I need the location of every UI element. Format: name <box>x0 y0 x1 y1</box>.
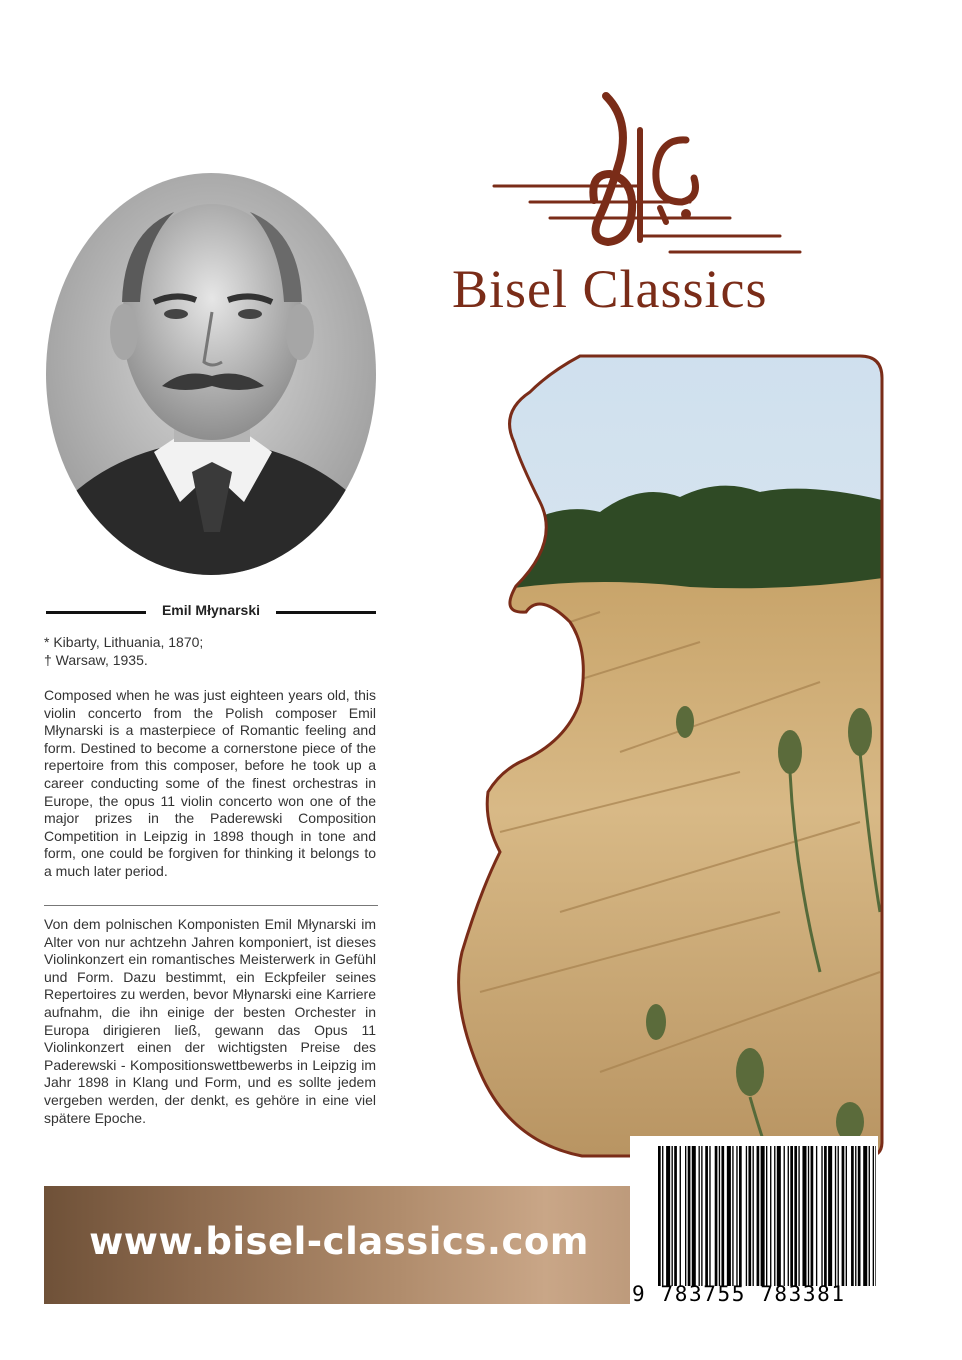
barcode-bar <box>858 1146 861 1286</box>
violin-shaped-photo <box>440 352 890 1160</box>
composer-heading <box>44 601 378 623</box>
barcode-bars <box>658 1146 876 1286</box>
barcode-bar <box>790 1146 793 1286</box>
barcode-bar <box>709 1146 710 1286</box>
barcode-bar <box>794 1146 797 1286</box>
barcode-bar <box>662 1146 663 1286</box>
barcode-bar <box>766 1146 767 1286</box>
composer-life-dates <box>44 633 378 669</box>
barcode-bar <box>719 1146 720 1286</box>
brand-name: Bisel Classics <box>452 259 768 319</box>
barcode-bar <box>701 1146 702 1286</box>
barcode-bar <box>748 1146 751 1286</box>
barcode-bar <box>680 1146 681 1286</box>
barcode-bar <box>770 1146 771 1286</box>
barcode-bar <box>875 1146 876 1286</box>
barcode-bar <box>846 1146 847 1286</box>
barcode-bar <box>672 1146 673 1286</box>
barcode-bar <box>688 1146 691 1286</box>
composer-portrait <box>44 172 378 576</box>
barcode-bar <box>863 1146 867 1286</box>
composer-name: Emil Młynarski <box>161 602 261 618</box>
barcode-bar <box>658 1146 661 1286</box>
barcode-bar <box>842 1146 845 1286</box>
barcode-bar <box>784 1146 785 1286</box>
german-description: Von dem polnischen Komponisten Emil Młynarski im Alter von nur achtzehn Jahren komponiert, ist dieses Violinkonzert ein romantisches Meisterwerk in Gefühl und Form. Dazu bestimmt, ein Eckpfeiler seines Repertoires zu werden, bevor Młynarski eine Karriere aufnahm, die ihn einige der besten Orchester in Europa dirigieren ließ, gewann das Opus 11 Violinkonzert einen der wichtigsten Preise des Paderewski - Kompositionswettbewerbs in Leipzig im Jahr 1898 in Klang und Form, und es sollte jedem vergeben werden, der denkt, es gehöre in eine viel spätere Epoche. <box>44 916 376 1126</box>
barcode-bar <box>774 1146 775 1286</box>
birth-info: * Kibarty, Lithuania, 1870; <box>44 634 204 650</box>
website-banner <box>44 1186 634 1304</box>
barcode-bar <box>811 1146 814 1286</box>
barcode-bar <box>761 1146 765 1286</box>
barcode-bar <box>753 1146 754 1286</box>
barcode-bar <box>736 1146 737 1286</box>
barcode-bar <box>674 1146 677 1286</box>
barcode-bar <box>715 1146 718 1286</box>
isbn-barcode <box>630 1136 878 1308</box>
barcode-bar <box>869 1146 870 1286</box>
barcode-bar <box>855 1146 856 1286</box>
barcode-bar <box>739 1146 742 1286</box>
barcode-bar <box>873 1146 874 1286</box>
barcode-digits: 9 783755 783381 <box>632 1282 846 1306</box>
barcode-bar <box>777 1146 781 1286</box>
barcode-bar <box>816 1146 817 1286</box>
barcode-bar <box>732 1146 733 1286</box>
barcode-bar <box>666 1146 670 1286</box>
barcode-bar <box>808 1146 809 1286</box>
heading-rule-right <box>276 611 376 614</box>
death-info: † Warsaw, 1935. <box>44 652 148 668</box>
barcode-bar <box>746 1146 747 1286</box>
barcode-bar <box>699 1146 700 1286</box>
barcode-bar <box>835 1146 836 1286</box>
barcode-bar <box>721 1146 724 1286</box>
barcode-bar <box>798 1146 799 1286</box>
barcode-bar <box>705 1146 708 1286</box>
barcode-bar <box>851 1146 854 1286</box>
barcode-bar <box>727 1146 731 1286</box>
barcode-bar <box>838 1146 839 1286</box>
website-url[interactable]: www.bisel-classics.com <box>89 1220 589 1263</box>
barcode-bar <box>685 1146 686 1286</box>
barcode-bar <box>788 1146 789 1286</box>
section-divider <box>44 905 378 906</box>
barcode-bar <box>757 1146 760 1286</box>
barcode-bar <box>692 1146 696 1286</box>
barcode-bar <box>828 1146 832 1286</box>
barcode-bar <box>821 1146 822 1286</box>
barcode-bar <box>824 1146 827 1286</box>
barcode-bar <box>802 1146 806 1286</box>
english-description: Composed when he was just eighteen years old, this violin concerto from the Polish composer Emil Młynarski is a masterpiece of Romantic feeling and form. Destined to become a cornerstone piece of the repertoire from this composer, before he took up a career conducting some of the finest orchestras in Europe, the opus 11 violin concerto won one of the major prizes in the Paderewski Composition Competition in Leipzig in 1898 though in tone and form, one could be forgiven for thinking it belongs to a much later period. <box>44 687 376 879</box>
